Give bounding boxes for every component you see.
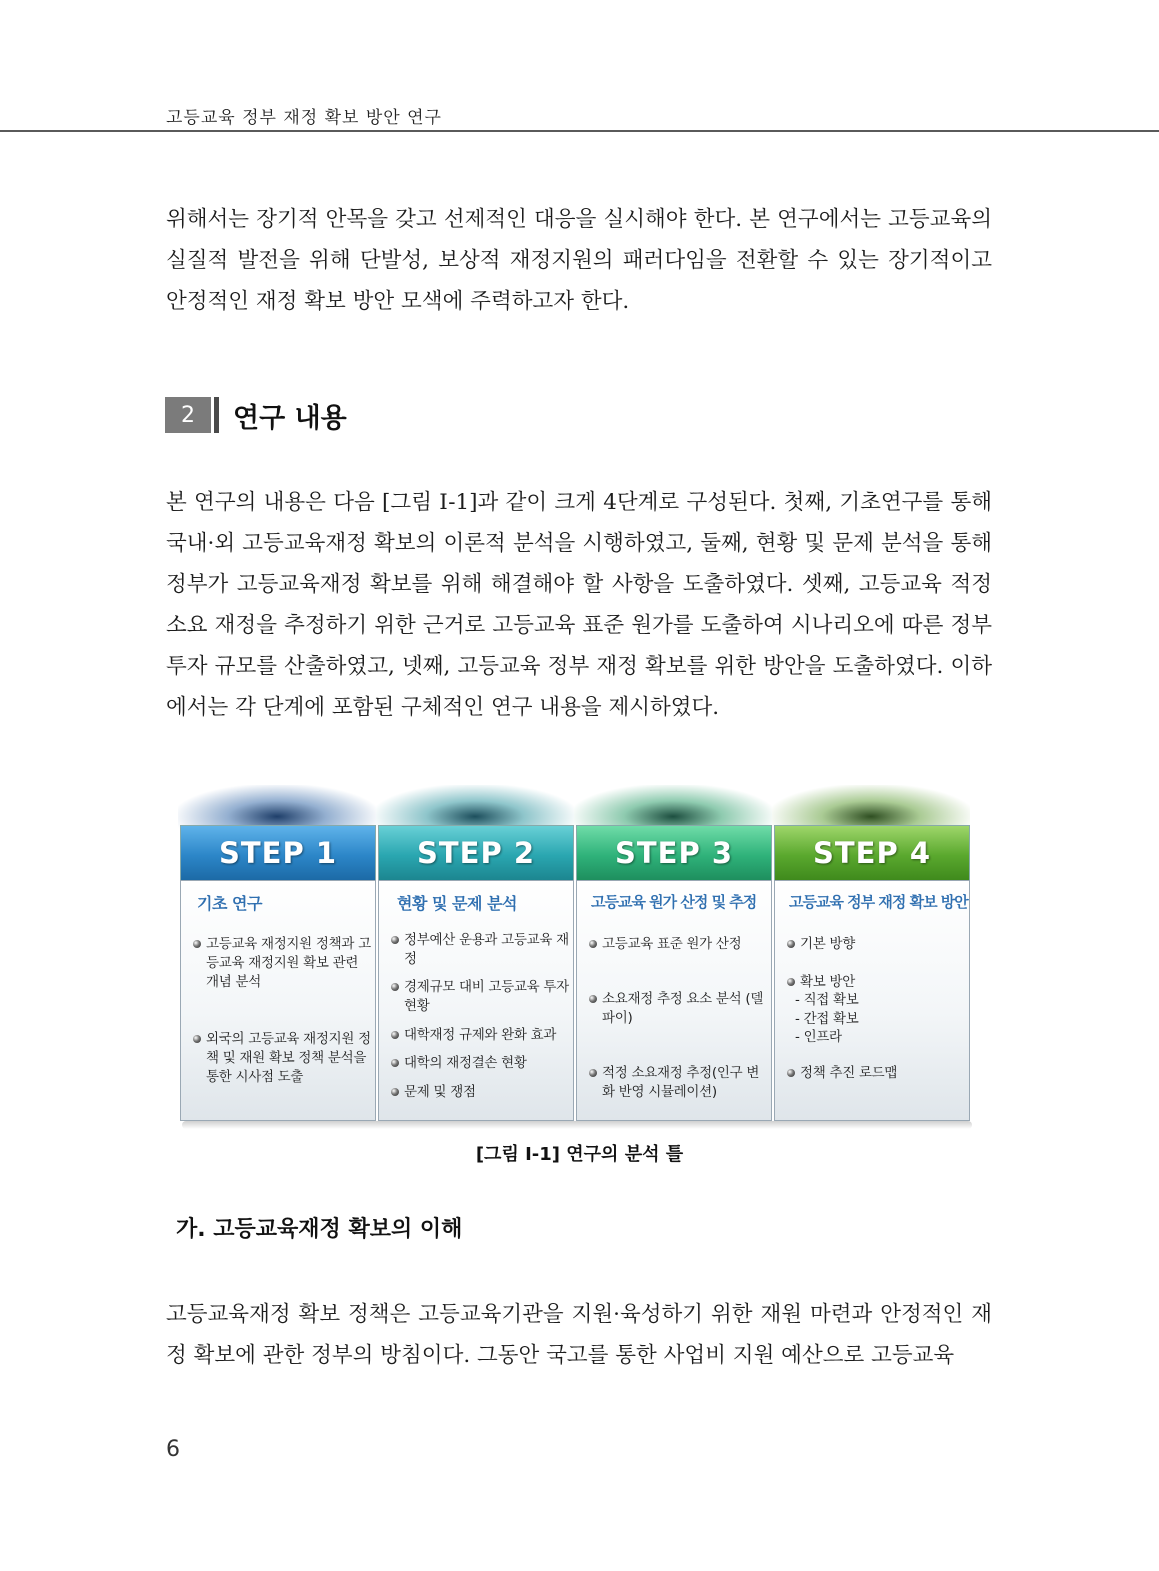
subsection-title: 가. 고등교육재정 확보의 이해 — [176, 1217, 463, 1242]
bullet-icon — [589, 940, 597, 948]
bullet-icon — [391, 936, 399, 944]
section-title: 연구 내용 — [233, 402, 347, 434]
step-4-subitem: - 인프라 — [795, 1029, 842, 1045]
step4-top — [772, 785, 970, 830]
figure-shadow — [182, 1121, 972, 1129]
bullet-icon — [193, 1035, 201, 1043]
paragraph-understanding: 고등교육재정 확보 정책은 고등교육기관을 지원·육성하기 위한 재원 마련과 안정적인 재정 확보에 관한 정부의 방침이다. 그동안 국고를 통한 사업비 지원 예산으로 고등교육 — [166, 1302, 992, 1368]
step-4-subitem: - 간접 확보 — [795, 1011, 859, 1027]
bullet-icon — [589, 1069, 597, 1077]
step-3-item: 소요재정 추정 요소 분석 (델파이) — [589, 990, 767, 1028]
paragraph-intro: 위해서는 장기적 안목을 갖고 선제적인 대응을 실시해야 한다. 본 연구에서는 고등교육의 실질적 발전을 위해 단발성, 보상적 재정지원의 패러다임을 전환할 수 있는 장기적이고 안정적인 재정 확보 방안 모색에 주력하고자 한다. — [166, 207, 992, 314]
step1-top — [178, 785, 376, 830]
step-2-title: 현황 및 문제 분석 — [397, 894, 517, 913]
step-1-body — [180, 880, 376, 1121]
step-4-item: 정책 추진 로드맵 — [787, 1064, 965, 1083]
step2-top — [376, 785, 574, 830]
bullet-icon — [391, 1088, 399, 1096]
header-rule — [0, 130, 1159, 132]
step-3-item: 고등교육 표준 원가 산정 — [589, 935, 767, 954]
bullet-icon — [193, 940, 201, 948]
step-4-item: 확보 방안 — [787, 973, 965, 992]
step-1-item: 고등교육 재정지원 정책과 고등교육 재정지원 확보 관련 개념 분석 — [193, 935, 371, 992]
step-4-item: 기본 방향 — [787, 935, 965, 954]
step-4-label: STEP 4 — [774, 825, 970, 880]
section-bar — [214, 397, 219, 433]
paragraph-research-content: 본 연구의 내용은 다음 [그림 Ⅰ-1]과 같이 크게 4단계로 구성된다. 첫째, 기초연구를 통해 국내·외 고등교육재정 확보의 이론적 분석을 시행하였고, 둘째, 현황 및 문제 분석을 통해 정부가 고등교육재정 확보를 위해 해결해야 할 사항을 도출하였다. 셋째, 고등교육 적정 소요 재정을 추정하기 위한 근거로 고등교육 표준 원가를 도출하여 시나리오에 따른 정부 투자 규모를 산출하였고, 넷째, 고등교육 정부 재정 확보를 위한 방안을 도출하였다. 이하에서는 각 단계에 포함된 구체적인 연구 내용을 제시하였다. — [166, 490, 992, 720]
section-heading — [165, 397, 347, 433]
bullet-icon — [589, 995, 597, 1003]
section-number: 2 — [165, 397, 211, 433]
step-2-column — [378, 825, 574, 1121]
step-3-item: 적정 소요재정 추정(인구 변화 반영 시뮬레이션) — [589, 1064, 767, 1102]
step-2-item: 문제 및 쟁점 — [391, 1083, 569, 1102]
step-1-title: 기초 연구 — [197, 894, 262, 913]
step-1-item: 외국의 고등교육 재정지원 정책 및 재원 확보 정책 분석을 통한 시사점 도출 — [193, 1030, 371, 1087]
step-1-column — [180, 825, 376, 1121]
step-2-item: 대학재정 규제와 완화 효과 — [391, 1026, 569, 1045]
bullet-icon — [787, 978, 795, 986]
research-framework-figure — [178, 785, 975, 1130]
step-3-label: STEP 3 — [576, 825, 772, 880]
step3-top — [574, 785, 772, 830]
step-1-label: STEP 1 — [180, 825, 376, 880]
step-4-subitem: - 직접 확보 — [795, 992, 859, 1008]
step-4-title: 고등교육 정부 재정 확보 방안 — [789, 893, 968, 911]
running-header: 고등교육 정부 재정 확보 방안 연구 — [166, 108, 442, 128]
step-2-item: 정부예산 운용과 고등교육 재정 — [391, 931, 569, 969]
step-4-column — [774, 825, 970, 1121]
step-4-body — [774, 880, 970, 1121]
bullet-icon — [787, 1069, 795, 1077]
bullet-icon — [391, 1031, 399, 1039]
bullet-icon — [787, 940, 795, 948]
bullet-icon — [391, 983, 399, 991]
step-2-item: 대학의 재정결손 현황 — [391, 1054, 569, 1073]
step-2-label: STEP 2 — [378, 825, 574, 880]
figure-caption: [그림 Ⅰ-1] 연구의 분석 틀 — [475, 1144, 684, 1165]
step-2-item: 경제규모 대비 고등교육 투자 현황 — [391, 978, 569, 1016]
bullet-icon — [391, 1059, 399, 1067]
step-3-title: 고등교육 원가 산정 및 추정 — [591, 893, 757, 911]
step-3-body — [576, 880, 772, 1121]
step-3-column — [576, 825, 772, 1121]
page-number: 6 — [166, 1437, 180, 1462]
step-2-body — [378, 880, 574, 1121]
